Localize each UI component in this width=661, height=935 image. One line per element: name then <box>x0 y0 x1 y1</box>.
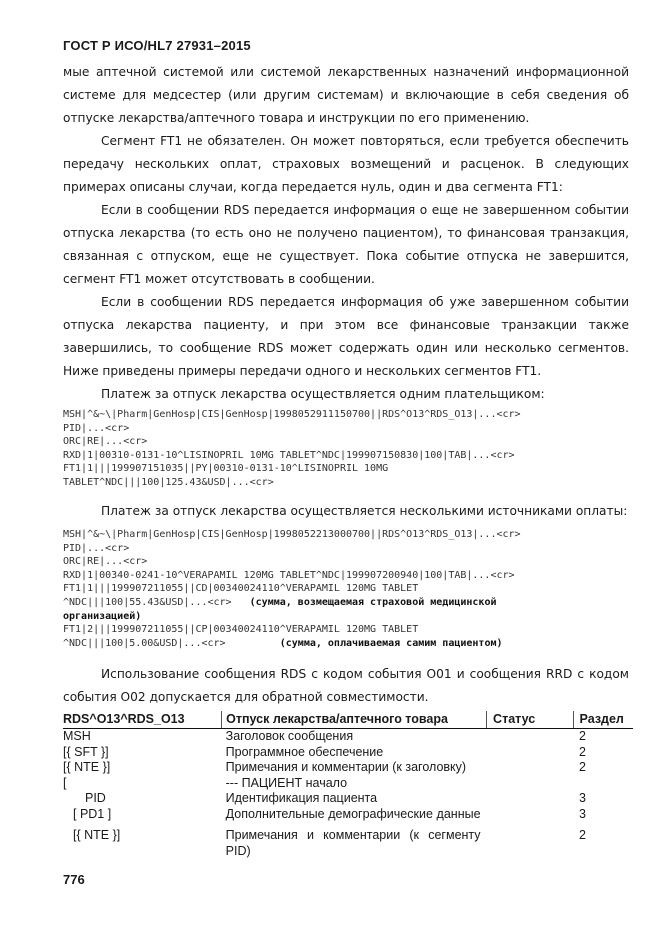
code-line: ORC|RE|...<cr> <box>63 556 148 568</box>
column-header-segment: RDS^O13^RDS_O13 <box>63 711 222 729</box>
code-note: организацией) <box>63 610 142 622</box>
code-line: PID|...<cr> <box>63 542 130 554</box>
text-block-3 <box>63 663 629 709</box>
document-header: ГОСТ Р ИСО/HL7 27931–2015 <box>63 38 251 53</box>
table-row: [{ NTE }] Примечания и комментарии (к заголовку) 2 <box>63 760 586 774</box>
code-example-1 <box>63 408 633 490</box>
paragraph-compatibility: Использование сообщения RDS с кодом события O01 и сообщения RRD с кодом события O02 допускается для обратной совместимости. <box>63 667 629 704</box>
table-header-row <box>63 711 633 729</box>
code-line: RXD|1|00340-0241-10^VERAPAMIL 120MG TABLET^NDC|199907200940|100|TAB|...<cr> <box>63 569 515 581</box>
table-row: [ PD1 ] Дополнительные демографические данные 3 <box>73 806 586 821</box>
text-block-2 <box>63 500 629 523</box>
code-line: PID|...<cr> <box>63 422 130 434</box>
code-line: RXD|1|00310-0131-10^LISINOPRIL 10MG TABLET^NDC|199907150830|100|TAB|...<cr> <box>63 449 515 461</box>
paragraph-rds-incomplete: Если в сообщении RDS передается информация о еще не завершенном событии отпуска лекарства (то есть оно не получено пациентом), то финансовая транзакция, связанная с отпуском, еще не существует. Пока событие отпуска не завершится, сегмент FT1 может отсутствовать в сообщении. <box>63 203 629 286</box>
text-block-1 <box>63 61 629 406</box>
code-line: MSH|^&~\|Pharm|GenHosp|CIS|GenHosp|1998052911150700||RDS^O13^RDS_O13|...<cr> <box>63 409 521 420</box>
code-line: FT1|1|||199907151035||PY|00310-0131-10^LISINOPRIL 10MG <box>63 463 389 475</box>
table-row: [ --- ПАЦИЕНТ начало <box>63 775 348 790</box>
table-row: [{ SFT }] Программное обеспечение 2 <box>63 744 586 759</box>
code-line: MSH|^&~\|Pharm|GenHosp|CIS|GenHosp|1998052213000700||RDS^O13^RDS_O13|...<cr> <box>63 529 521 540</box>
code-line: FT1|2|||199907211055||CP|00340024110^VERAPAMIL 120MG TABLET <box>63 624 419 636</box>
code-example-2 <box>63 528 633 650</box>
column-header-description: Отпуск лекарства/аптечного товара <box>222 711 487 729</box>
column-header-section: Раздел <box>573 711 633 729</box>
code-line-with-note: ^NDC|||100|55.43&USD|...<cr> (сумма, возмещаемая страховой медицинской <box>63 596 497 608</box>
column-header-status: Статус <box>487 711 574 729</box>
table-row: MSH Заголовок сообщения 2 <box>63 729 586 743</box>
code-line-with-note: ^NDC|||100|5.00&USD|...<cr> (сумма, оплачиваемая самим пациентом) <box>63 637 503 649</box>
message-structure-table <box>63 711 633 859</box>
code-note: (сумма, оплачиваемая самим пациентом) <box>279 637 503 649</box>
paragraph-continuation: мые аптечной системой или системой лекарственных назначений информационной системе для медсестер (или другим системам) и включающие в себя сведения об отпуске лекарства/аптечного товара и инструкции по его применению. <box>63 65 629 125</box>
paragraph-multi-payer: Платеж за отпуск лекарства осуществляется несколькими источниками оплаты: <box>101 504 628 518</box>
paragraph-ft1: Сегмент FT1 не обязателен. Он может повторяться, если требуется обеспечить передачу нескольких оплат, страховых возмещений и расценок. В следующих примерах описаны случаи, когда передается нуль, один и два сегмента FT1: <box>63 134 629 194</box>
code-line: TABLET^NDC|||100|125.43&USD|...<cr> <box>63 476 274 488</box>
table-row: PID Идентификация пациента 3 <box>85 791 586 805</box>
code-note: (сумма, возмещаемая страховой медицинской <box>249 596 497 608</box>
code-line: ORC|RE|...<cr> <box>63 436 148 448</box>
page-number: 776 <box>63 872 85 887</box>
code-line: FT1|1|||199907211055||CD|00340024110^VERAPAMIL 120MG TABLET <box>63 583 419 595</box>
paragraph-rds-complete: Если в сообщении RDS передается информация об уже завершенном событии отпуска лекарства пациенту, и при этом все финансовые транзакции также завершились, то сообщение RDS может содержать один или несколько сегментов. Ниже приведены примеры передачи одного и нескольких сегментов FT1. <box>63 295 629 378</box>
table-row: [{ NTE }] Примечания и комментарии (к сегменту PID) 2 <box>73 828 586 858</box>
paragraph-single-payer: Платеж за отпуск лекарства осуществляется одним плательщиком: <box>101 387 545 401</box>
